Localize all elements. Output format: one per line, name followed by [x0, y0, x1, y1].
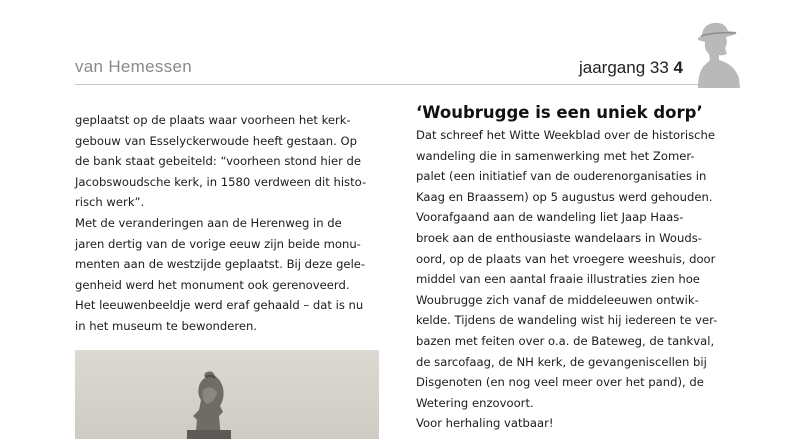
text-line: Kaag en Braassem) op 5 augustus werd gehouden.: [416, 189, 713, 204]
text-line: palet (een initiatief van de ouderenorganisaties in: [416, 169, 707, 184]
text-line: oord, op de plaats van het vroegere weeshuis, door: [416, 251, 716, 266]
text-line: Dat schreef het Witte Weekblad over de historische: [416, 128, 715, 142]
text-line: de bank staat gebeiteld: “voorheen stond hier de: [75, 154, 362, 169]
text-line: in het museum te bewonderen.: [75, 318, 258, 333]
text-line: wandeling die in samenwerking met het Zomer-: [416, 148, 695, 163]
text-line: kelde. Tijdens de wandeling wist hij iedereen te ver-: [416, 313, 718, 328]
text-line: broek aan de enthousiaste wandelaars in Wouds-: [416, 230, 702, 245]
text-line: Disgenoten (en nog veel meer over het pand), de: [416, 375, 704, 390]
text-line: jaren dertig van de vorige eeuw zijn beide monu-: [75, 236, 361, 251]
text-line: Woubrugge zich vanaf de middeleeuwen ontwik-: [416, 292, 699, 307]
monument-photo: [75, 350, 379, 439]
left-column: [75, 110, 385, 337]
text-line: Voorafgaand aan de wandeling liet Jaap Haas-: [416, 210, 684, 225]
text-line: Wetering enzovoort.: [416, 395, 534, 410]
text-line: Het leeuwenbeeldje werd eraf gehaald – dat is nu: [75, 298, 364, 313]
man-with-hat-silhouette-icon: [692, 18, 742, 88]
text-line: gebouw van Esselyckerwoude heeft gestaan. Op: [75, 133, 357, 148]
text-line: risch werk”.: [75, 195, 145, 210]
text-line: genheid werd het monument ook gerenoveerd.: [75, 277, 350, 292]
lion-statue-photo-image: [75, 350, 379, 439]
header-rule: [75, 84, 735, 85]
text-line: geplaatst op de plaats waar voorheen het kerk-: [75, 113, 351, 127]
text-line: de sarcofaag, de NH kerk, de gevangeniscellen bij: [416, 354, 707, 369]
text-line: Met de veranderingen aan de Herenweg in de: [75, 215, 342, 230]
volume-label: jaargang 33: [578, 58, 669, 77]
page-number: 4: [673, 58, 683, 77]
article-heading: ‘Woubrugge is een uniek dorp’: [416, 103, 703, 122]
right-column: [416, 125, 746, 434]
text-line: Jacobswoudsche kerk, in 1580 verdween dit histo-: [75, 174, 367, 189]
text-line: menten aan de westzijde geplaatst. Bij deze gele-: [75, 257, 366, 272]
text-line: bazen met feiten over o.a. de Bateweg, de tankval,: [416, 333, 715, 348]
running-header-author: van Hemessen: [75, 57, 192, 76]
text-line: Voor herhaling vatbaar!: [416, 416, 554, 431]
text-line: middel van een aantal fraaie illustraties zien hoe: [416, 272, 700, 287]
running-header-volume: [579, 58, 683, 78]
